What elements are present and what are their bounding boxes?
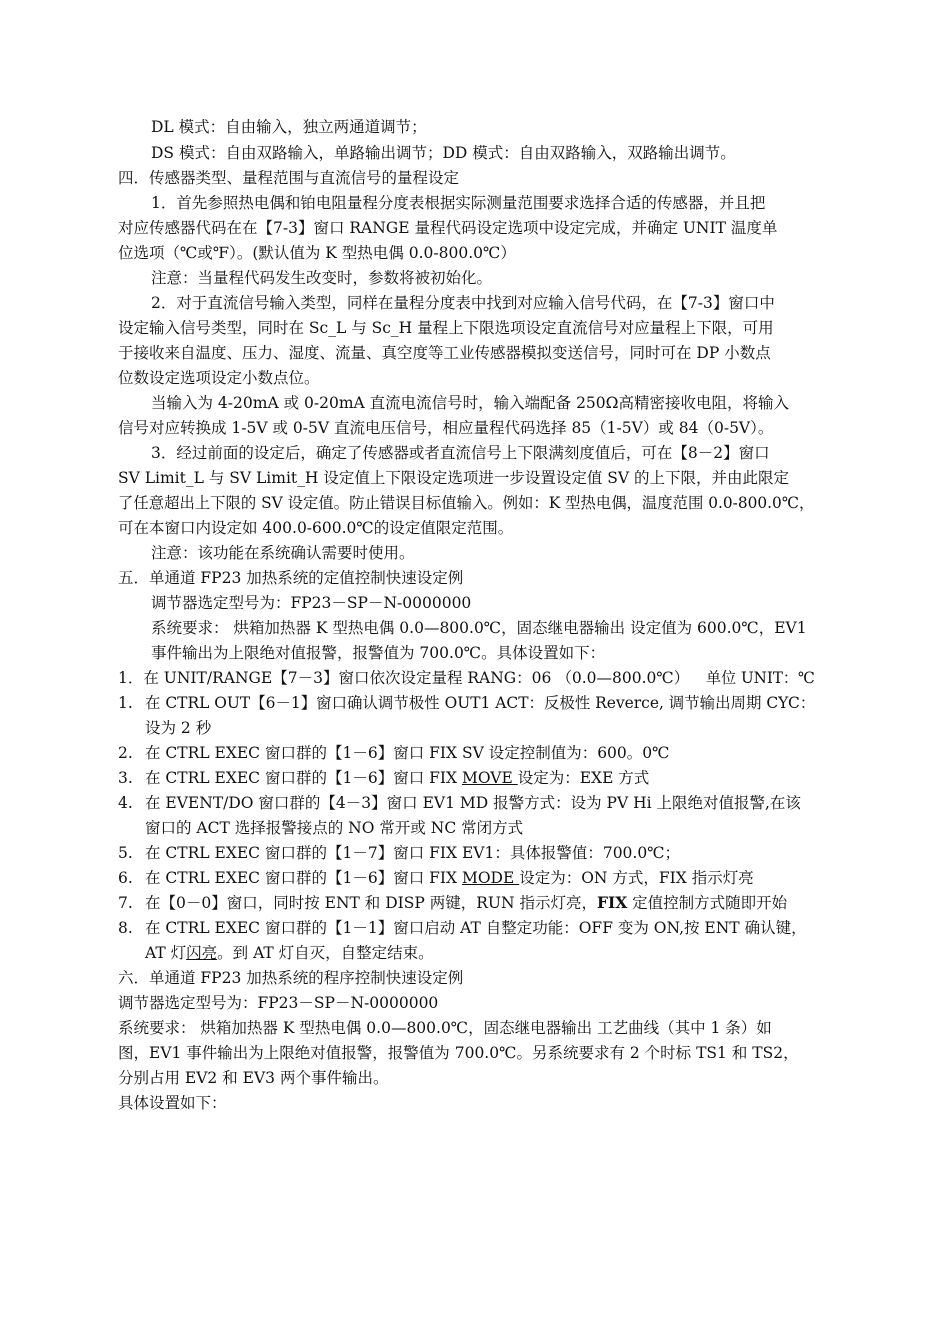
step-6-text-a: 在 CTRL EXEC 窗口群的【1－6】窗口 FIX: [145, 869, 462, 887]
sec6-req-line1: 系统要求： 烘箱加热器 K 型热电偶 0.0—800.0℃，固态继电器输出 工艺曲线（其中 1 条）如: [118, 1019, 772, 1037]
sec4-p3-line2: 信号对应转换成 1-5V 或 0-5V 直流电压信号，相应量程代码选择 85（1-5V）或 84（0-5V）。: [118, 419, 774, 437]
step-4-line1: 在 EVENT/DO 窗口群的【4－3】窗口 EV1 MD 报警方式：设为 PV Hi 上限绝对值报警,在该: [145, 794, 801, 812]
sec6-req-line3: 分别占用 EV2 和 EV3 两个事件输出。: [118, 1069, 389, 1087]
sec6-model: 调节器选定型号为：FP23－SP－N-0000000: [118, 994, 439, 1012]
step-2-number: 2.: [118, 744, 133, 762]
sec4-p1-line3: 位选项（℃或℉）。(默认值为 K 型热电偶 0.0-800.0℃）: [118, 244, 516, 262]
step-7-text-a: 在【0－0】窗口，同时按 ENT 和 DISP 两键，RUN 指示灯亮，: [145, 894, 597, 912]
step-4-line2: 窗口的 ACT 选择报警接点的 NO 常开或 NC 常闭方式: [145, 819, 524, 837]
step-8-number: 8.: [118, 919, 133, 937]
step-7-number: 7.: [118, 894, 133, 912]
step-8-text-a: AT 灯: [145, 944, 187, 962]
step-5-number: 5.: [118, 844, 133, 862]
section-4-heading: 四．传感器类型、量程范围与直流信号的量程设定: [118, 169, 460, 187]
step-6-underlined-mode: MODE: [461, 869, 520, 887]
sec4-p4-line3: 了任意超出上下限的 SV 设定值。防止错误目标值输入。例如：K 型热电偶，温度范围 0.0-800.0℃，: [118, 494, 815, 512]
step-1-line1: 在 CTRL OUT【6－1】窗口确认调节极性 OUT1 ACT：反极性 Reverce, 调节输出周期 CYC：: [145, 694, 816, 712]
step-8-underlined-flash: 闪亮: [186, 944, 218, 962]
sec4-p2-line4: 位数设定选项设定小数点位。: [118, 369, 320, 387]
step-3-number: 3.: [118, 769, 133, 787]
sec4-p1-line2: 对应传感器代码在在【7-3】窗口 RANGE 量程代码设定选项中设定完成，并确定 UNIT 温度单: [118, 219, 778, 237]
step-8-line1: 在 CTRL EXEC 窗口群的【1－1】窗口启动 AT 自整定功能：OFF 变为 ON,按 ENT 确认键，: [145, 919, 807, 937]
step-6-text-b: 设定为：ON 方式，FIX 指示灯亮: [519, 869, 754, 887]
sec5-step0-unit: 单位 UNIT：℃: [706, 669, 815, 687]
sec4-p4-line1: 3．经过前面的设定后，确定了传感器或者直流信号上下限满刻度值后，可在【8－2】窗口: [151, 444, 770, 462]
ds-dd-mode-line: DS 模式：自由双路输入，单路输出调节；DD 模式：自由双路输入，双路输出调节。: [151, 144, 736, 162]
step-3-text-a: 在 CTRL EXEC 窗口群的【1－6】窗口 FIX: [145, 769, 462, 787]
sec6-tail: 具体设置如下：: [118, 1094, 227, 1112]
step-6-line1: [145, 869, 754, 887]
sec4-p4-line4: 可在本窗口内设定如 400.0-600.0℃的设定值限定范围。: [118, 519, 514, 537]
sec5-model: 调节器选定型号为：FP23－SP－N-0000000: [151, 594, 472, 612]
sec5-req-line2: 事件输出为上限绝对值报警，报警值为 700.0℃。具体设置如下：: [151, 644, 606, 662]
sec4-p2-line3: 于接收来自温度、压力、湿度、流量、真空度等工业传感器模拟变送信号，同时可在 DP 小数点: [118, 344, 771, 362]
sec4-p3-line1: 当输入为 4-20mA 或 0-20mA 直流电流信号时，输入端配备 250Ω高精密接收电阻，将输入: [151, 394, 789, 412]
step-8-text-b: 。到 AT 灯自灭，自整定结束。: [217, 944, 434, 962]
section-6-heading: 六．单通道 FP23 加热系统的程序控制快速设定例: [118, 969, 464, 987]
section-5-heading: 五．单通道 FP23 加热系统的定值控制快速设定例: [118, 569, 464, 587]
step-3-text-b: 设定为：EXE 方式: [517, 769, 650, 787]
step-5-line1: 在 CTRL EXEC 窗口群的【1－7】窗口 FIX EV1：具体报警值：700.0℃；: [145, 844, 681, 862]
sec5-step0: 1．在 UNIT/RANGE【7－3】窗口依次设定量程 RANG：06 （0.0—800.0℃）: [118, 669, 690, 687]
step-7-line1: [145, 894, 787, 912]
step-7-text-b: 定值控制方式随即开始: [627, 894, 788, 912]
sec4-p4-line2: SV Limit_L 与 SV Limit_H 设定值上下限设定选项进一步设置设定值 SV 的上下限，并由此限定: [118, 469, 790, 487]
sec4-p2-line1: 2．对于直流信号输入类型，同样在量程分度表中找到对应输入信号代码，在【7-3】窗口中: [151, 294, 775, 312]
step-4-number: 4.: [118, 794, 133, 812]
dl-mode-line: DL 模式：自由输入，独立两通道调节；: [151, 118, 427, 136]
sec4-p1-line1: 1．首先参照热电偶和铂电阻量程分度表根据实际测量范围要求选择合适的传感器，并且把: [151, 194, 766, 212]
sec4-note1: 注意：当量程代码发生改变时，参数将被初始化。: [151, 269, 493, 287]
sec5-req-line1: 系统要求： 烘箱加热器 K 型热电偶 0.0—800.0℃，固态继电器输出 设定值为 600.0℃，EV1: [151, 619, 807, 637]
sec4-note2: 注意：该功能在系统确认需要时使用。: [151, 544, 415, 562]
step-3-underlined-move: MOVE: [461, 769, 518, 787]
step-1-number: 1.: [118, 694, 133, 712]
step-1-line2: 设为 2 秒: [145, 719, 212, 737]
step-6-number: 6.: [118, 869, 133, 887]
sec4-p2-line2: 设定输入信号类型，同时在 Sc_L 与 Sc_H 量程上下限选项设定直流信号对应量程上下限，可用: [118, 319, 774, 337]
step-2-line1: 在 CTRL EXEC 窗口群的【1－6】窗口 FIX SV 设定控制值为：600。0℃: [145, 744, 670, 762]
step-8-line2: [145, 944, 434, 962]
sec6-req-line2: 图，EV1 事件输出为上限绝对值报警，报警值为 700.0℃。另系统要求有 2 个时标 TS1 和 TS2，: [118, 1044, 799, 1062]
step-7-bold-fix: FIX: [596, 893, 628, 912]
step-3-line1: [145, 769, 649, 787]
